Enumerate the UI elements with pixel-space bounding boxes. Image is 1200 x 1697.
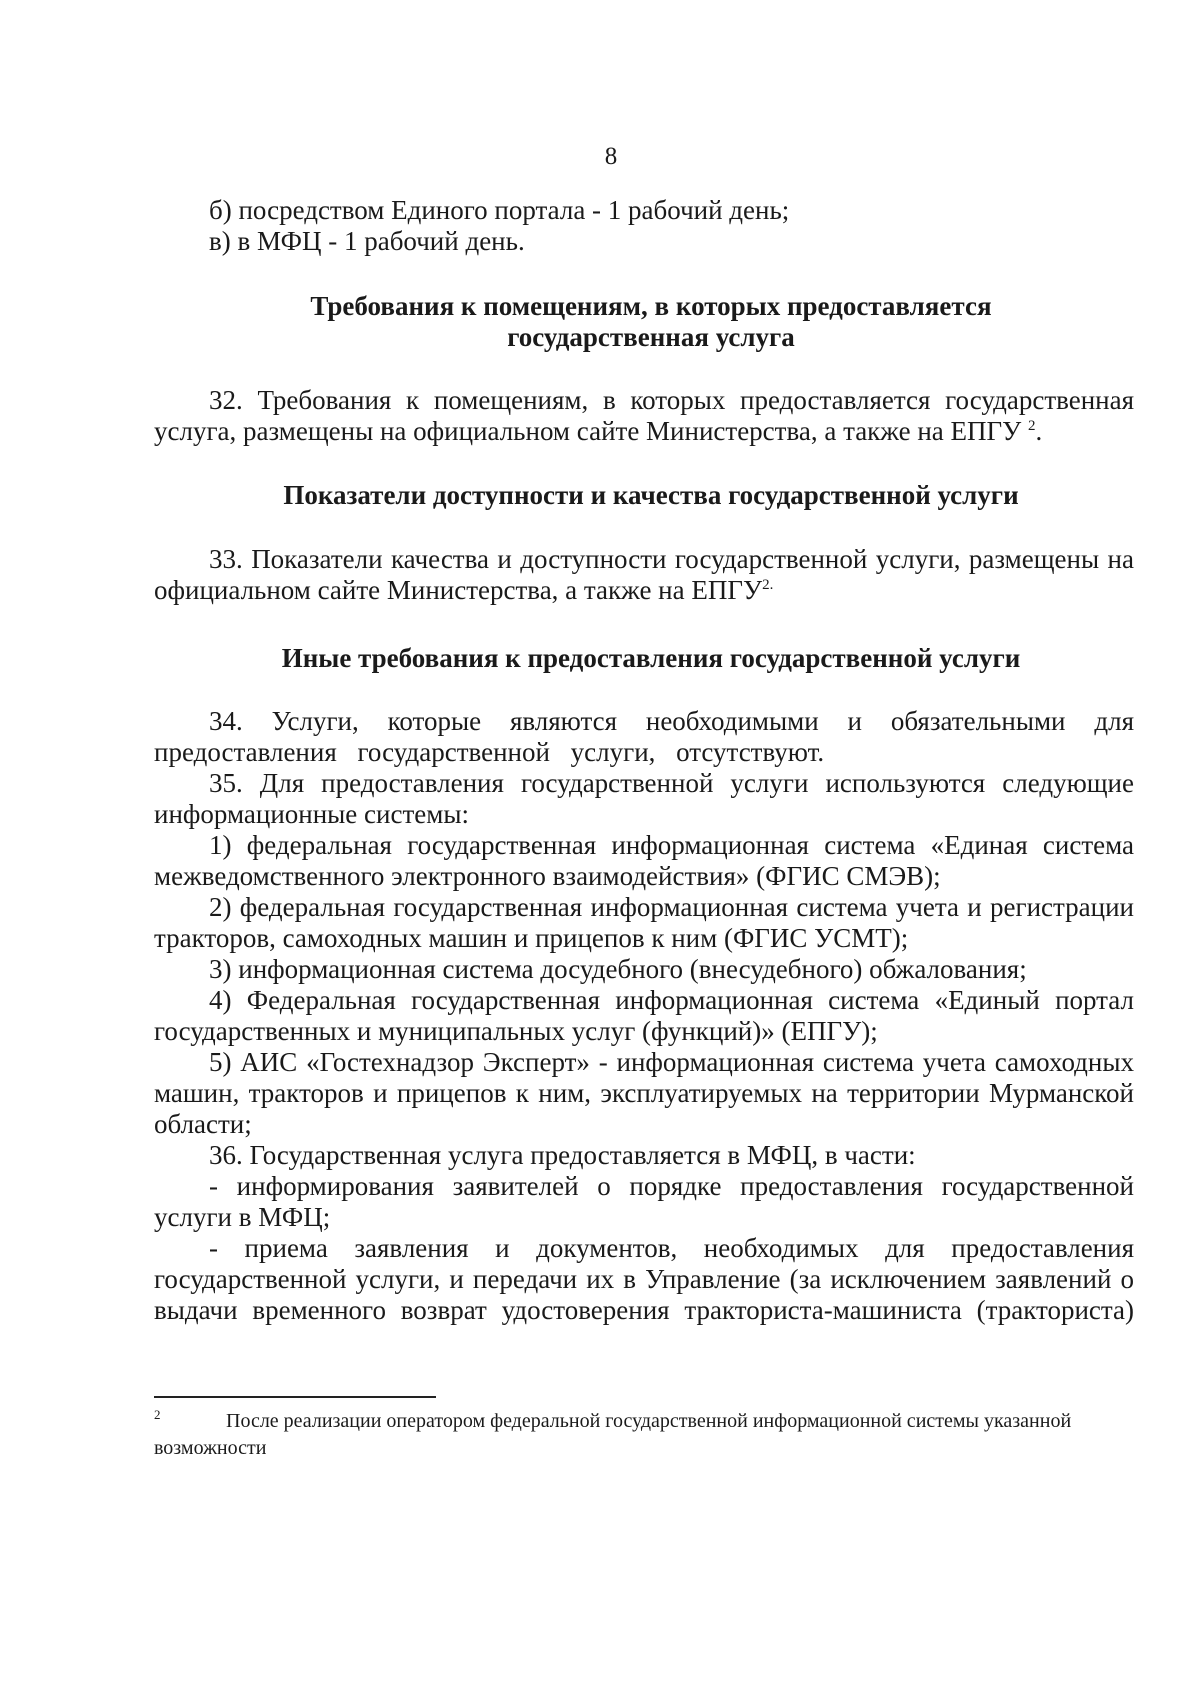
footnote-text: После реализации оператором федеральной государственной информационной системы указанной возможности — [154, 1410, 1072, 1459]
paragraph-33-text: 33. Показатели качества и доступности государственной услуги, размещены на официальном сайте Министерства, а также на ЕПГУ — [154, 544, 1134, 605]
paragraph-33 — [154, 544, 1134, 606]
paragraph-v: в) в МФЦ - 1 рабочий день. — [209, 226, 525, 256]
list-item-36-2: - приема заявления и документов, необходимых для предоставления государственной услуги, и передачи их в Управление (за исключением заявлений о выдачи временного возврат удостоверения тракториста-машиниста (тракториста) — [154, 1233, 1134, 1325]
list-item-35-4: 4) Федеральная государственная информационная система «Единый портал государственных и муниципальных услуг (функций)» (ЕПГУ); — [154, 985, 1134, 1046]
section-heading-quality: Показатели доступности и качества государственной услуги — [283, 480, 1019, 510]
heading-line: государственная услуга — [507, 322, 795, 352]
paragraph-36: 36. Государственная услуга предоставляется в МФЦ, в части: — [209, 1140, 916, 1170]
paragraph-32-end: . — [1035, 416, 1043, 446]
paragraph-32-text: 32. Требования к помещениям, в которых предоставляется государственная услуга, размещены на официальном сайте Министерства, а также на ЕПГУ — [154, 385, 1134, 446]
footnote-divider — [154, 1396, 436, 1398]
list-item-36-1: - информирования заявителей о порядке предоставления государственной услуги в МФЦ; — [154, 1171, 1134, 1232]
paragraph-35: 35. Для предоставления государственной услуги используются следующие информационные системы: — [154, 768, 1134, 829]
paragraph-b: б) посредством Единого портала - 1 рабочий день; — [209, 195, 790, 225]
paragraph-34: 34. Услуги, которые являются необходимыми и обязательными для предоставления государственной услуги, отсутствуют. — [154, 706, 1134, 767]
list-item-35-1: 1) федеральная государственная информационная система «Единая система межведомственного электронного взаимодействия» (ФГИС СМЭВ); — [154, 830, 1134, 891]
list-item-35-3: 3) информационная система досудебного (внесудебного) обжалования; — [209, 954, 1027, 984]
list-item-35-5: 5) АИС «Гостехнадзор Эксперт» - информационная система учета самоходных машин, тракторов и прицепов к ним, эксплуатируемых на территории Мурманской области; — [154, 1047, 1134, 1139]
section-heading-premises — [154, 291, 1134, 353]
list-item-35-2: 2) федеральная государственная информационная система учета и регистрации тракторов, самоходных машин и прицепов к ним (ФГИС УСМТ); — [154, 892, 1134, 953]
footnote-ref: 2. — [762, 577, 774, 593]
footnote-ref: 2 — [1027, 418, 1036, 434]
section-heading-other-requirements: Иные требования к предоставления государственной услуги — [281, 643, 1021, 673]
paragraph-32 — [154, 385, 1134, 447]
page-number: 8 — [604, 143, 618, 170]
heading-line: Требования к помещениям, в которых предоставляется — [310, 291, 992, 321]
page-body — [154, 195, 1134, 1357]
footnote: 2 После реализации оператором федеральной государственной информационной системы указанной возможности — [154, 1407, 1072, 1459]
